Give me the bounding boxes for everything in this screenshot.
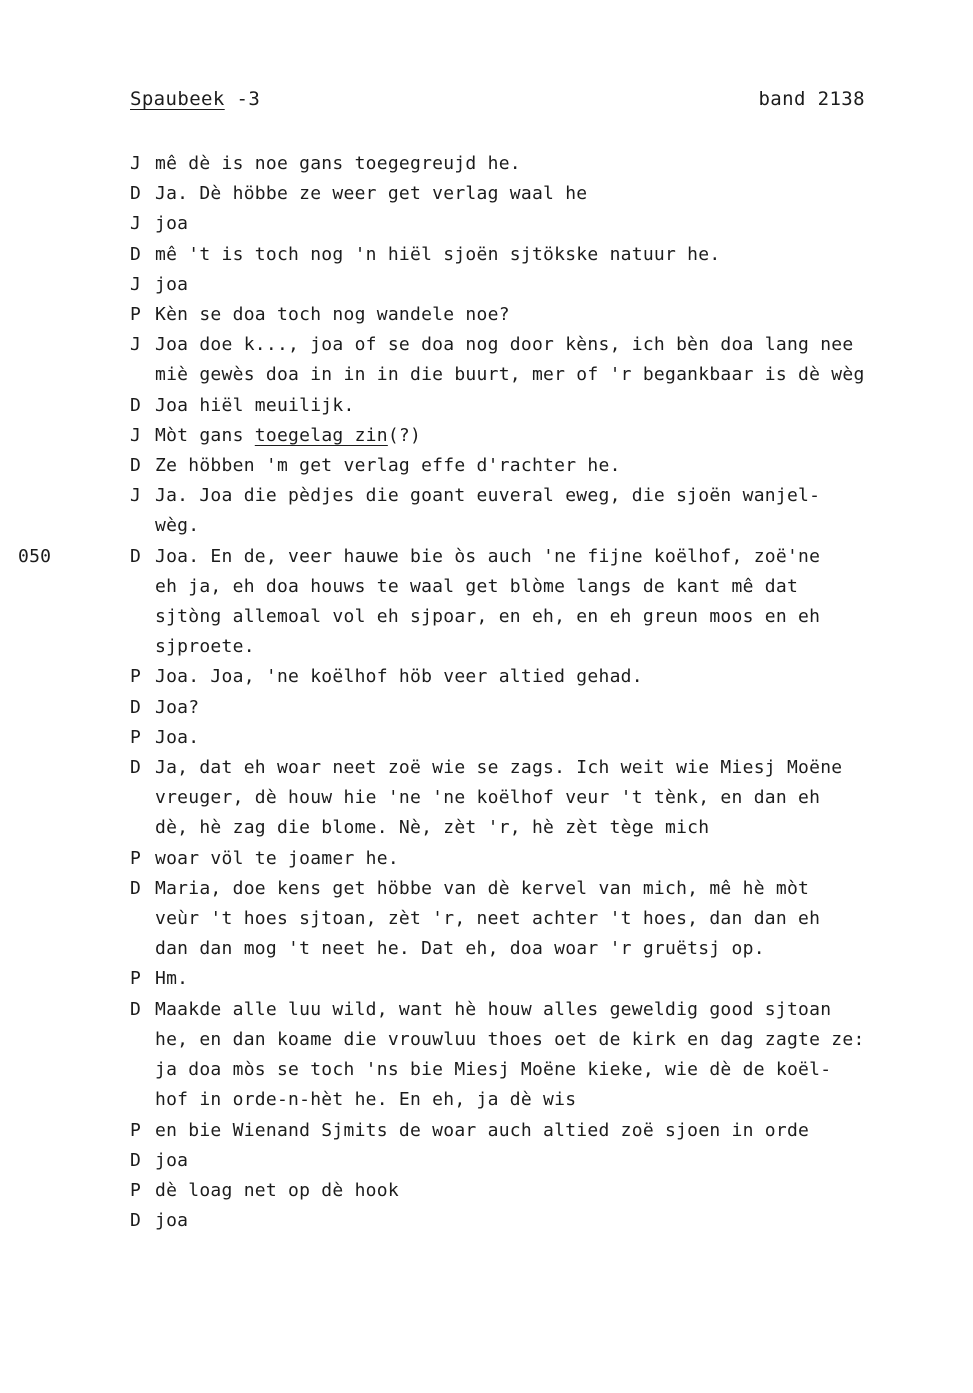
transcript-turn [130, 1146, 950, 1176]
utterance-line: mê dè is noe gans toegegreujd he. [155, 153, 521, 174]
speaker-label: D [130, 696, 142, 718]
utterance-line: Ja. Dè höbbe ze weer get verlag waal he [155, 183, 588, 205]
speaker-label: P [130, 968, 142, 990]
speaker-label: J [130, 424, 142, 446]
utterance-line: ja doa mòs se toch 'ns bie Miesj Moëne kieke, wie dè de koël- [155, 1059, 832, 1081]
speaker-label: D [130, 1210, 142, 1232]
page-section: -3 [224, 88, 261, 110]
speaker-label: D [130, 545, 142, 567]
transcript-turn [130, 1206, 950, 1236]
utterance-line: Kèn se doa toch nog wandele noe? [155, 304, 510, 326]
speaker-label: P [130, 304, 142, 326]
speaker-label: P [130, 1179, 142, 1201]
utterance-line: Ze höbben 'm get verlag effe d'rachter he. [155, 455, 621, 477]
transcript-turn [130, 451, 950, 481]
transcript-turn [130, 481, 950, 541]
speaker-label: D [130, 394, 142, 416]
utterance-line: he, en dan koame die vrouwluu thoes oet de kirk en dag zagte ze: [155, 1028, 865, 1050]
utterance-line: joa [155, 213, 189, 235]
utterance-line: Maakde alle luu wild, want hè houw alles geweldig good sjtoan [155, 998, 832, 1020]
utterance-line: Joa. [155, 726, 200, 748]
utterance-line: dè, hè zag die blome. Nè, zèt 'r, hè zèt tège mich [155, 817, 710, 839]
utterance-line: Hm. [155, 968, 189, 990]
header-location [130, 88, 260, 110]
speaker-label: P [130, 847, 142, 869]
utterance-line: joa [155, 1210, 189, 1232]
utterance-line: Ja, dat eh woar neet zoë wie se zags. Ich weit wie Miesj Moëne [155, 757, 843, 779]
page-header [130, 88, 865, 118]
speaker-label: D [130, 1149, 142, 1171]
underlined-phrase: toegelag zin [254, 424, 388, 446]
tape-counter-marker: 050 [18, 545, 52, 567]
transcript-turn [130, 662, 950, 692]
transcript-turn [130, 723, 950, 753]
speaker-label: J [130, 334, 142, 356]
utterance-line: joa [155, 1149, 189, 1171]
speaker-label: D [130, 455, 142, 477]
utterance-line: Joa hiël meuilijk. [155, 394, 355, 416]
transcript-turn [130, 1116, 950, 1146]
utterance-line: Joa? [155, 696, 200, 718]
utterance-line: wèg. [155, 515, 200, 537]
speaker-label: P [130, 666, 142, 688]
transcript-body [18, 149, 950, 1236]
transcript-turn [130, 874, 950, 965]
speaker-label: J [130, 485, 142, 507]
utterance-line: Maria, doe kens get höbbe van dè kervel van mich, mê hè mòt [155, 877, 810, 899]
transcript-turn [130, 995, 950, 1116]
utterance-line: eh ja, eh doa houws te waal get blòme langs de kant mê dat [155, 575, 799, 597]
utterance-line: Ja. Joa die pèdjes die goant euveral eweg, die sjoën wanjel- [155, 485, 821, 507]
speaker-label: D [130, 183, 142, 205]
transcript-turn [130, 391, 950, 421]
utterance-line: sjproete. [155, 636, 255, 658]
utterance-text: Mòt gans [155, 424, 255, 446]
location-title: Spaubeek [130, 88, 225, 110]
utterance-line: woar völ te joamer he. [155, 847, 399, 869]
utterance-line: joa [155, 273, 189, 295]
transcript-turn [130, 209, 950, 239]
speaker-label: D [130, 757, 142, 779]
speaker-label: D [130, 243, 142, 265]
transcript-turn [130, 693, 950, 723]
utterance-line: miè gewès doa in in in die buurt, mer of 'r begankbaar is dè wèg [155, 364, 865, 386]
transcript-turn [18, 542, 950, 663]
utterance-line: sjtòng allemoal vol eh sjpoar, en eh, en eh greun moos en eh [155, 606, 821, 628]
transcript-turn [130, 240, 950, 270]
utterance-text: (?) [387, 424, 422, 446]
utterance-line: dan dan mog 't neet he. Dat eh, doa woar 'r gruëtsj op. [155, 938, 765, 960]
utterance-line: mê 't is toch nog 'n hiël sjoën sjtökske natuur he. [155, 243, 721, 265]
transcript-turn [130, 753, 950, 844]
transcript-turn [130, 844, 950, 874]
speaker-label: J [130, 273, 142, 295]
utterance-line: hof in orde-n-hèt he. En eh, ja dè wis [155, 1089, 577, 1111]
speaker-label: J [130, 153, 142, 174]
utterance-line: Joa. Joa, 'ne koëlhof höb veer altied gehad. [155, 666, 643, 688]
transcript-turn [130, 149, 950, 179]
utterance-line: en bie Wienand Sjmits de woar auch altied zoë sjoen in orde [155, 1119, 810, 1141]
utterance-line: Joa doe k..., joa of se doa nog door kèns, ich bèn doa lang nee [155, 334, 854, 356]
speaker-label: D [130, 877, 142, 899]
speaker-label: J [130, 213, 142, 235]
transcript-turn [130, 1176, 950, 1206]
transcript-turn [130, 330, 950, 390]
tape-number: band 2138 [758, 88, 865, 110]
speaker-label: P [130, 726, 142, 748]
transcript-turn [130, 421, 950, 451]
speaker-label: D [130, 998, 142, 1020]
transcript-turn [130, 179, 950, 209]
utterance-line [155, 421, 950, 451]
utterance-line: Joa. En de, veer hauwe bie òs auch 'ne fijne koëlhof, zoë'ne [155, 545, 821, 567]
speaker-label: P [130, 1119, 142, 1141]
transcript-turn [130, 300, 950, 330]
utterance-line: dè loag net op dè hook [155, 1179, 399, 1201]
utterance-line: veùr 't hoes sjtoan, zèt 'r, neet achter 't hoes, dan dan eh [155, 908, 821, 930]
transcript-turn [130, 270, 950, 300]
transcript-turn [130, 964, 950, 994]
utterance-line: vreuger, dè houw hie 'ne 'ne koëlhof veur 't tènk, en dan eh [155, 787, 821, 809]
